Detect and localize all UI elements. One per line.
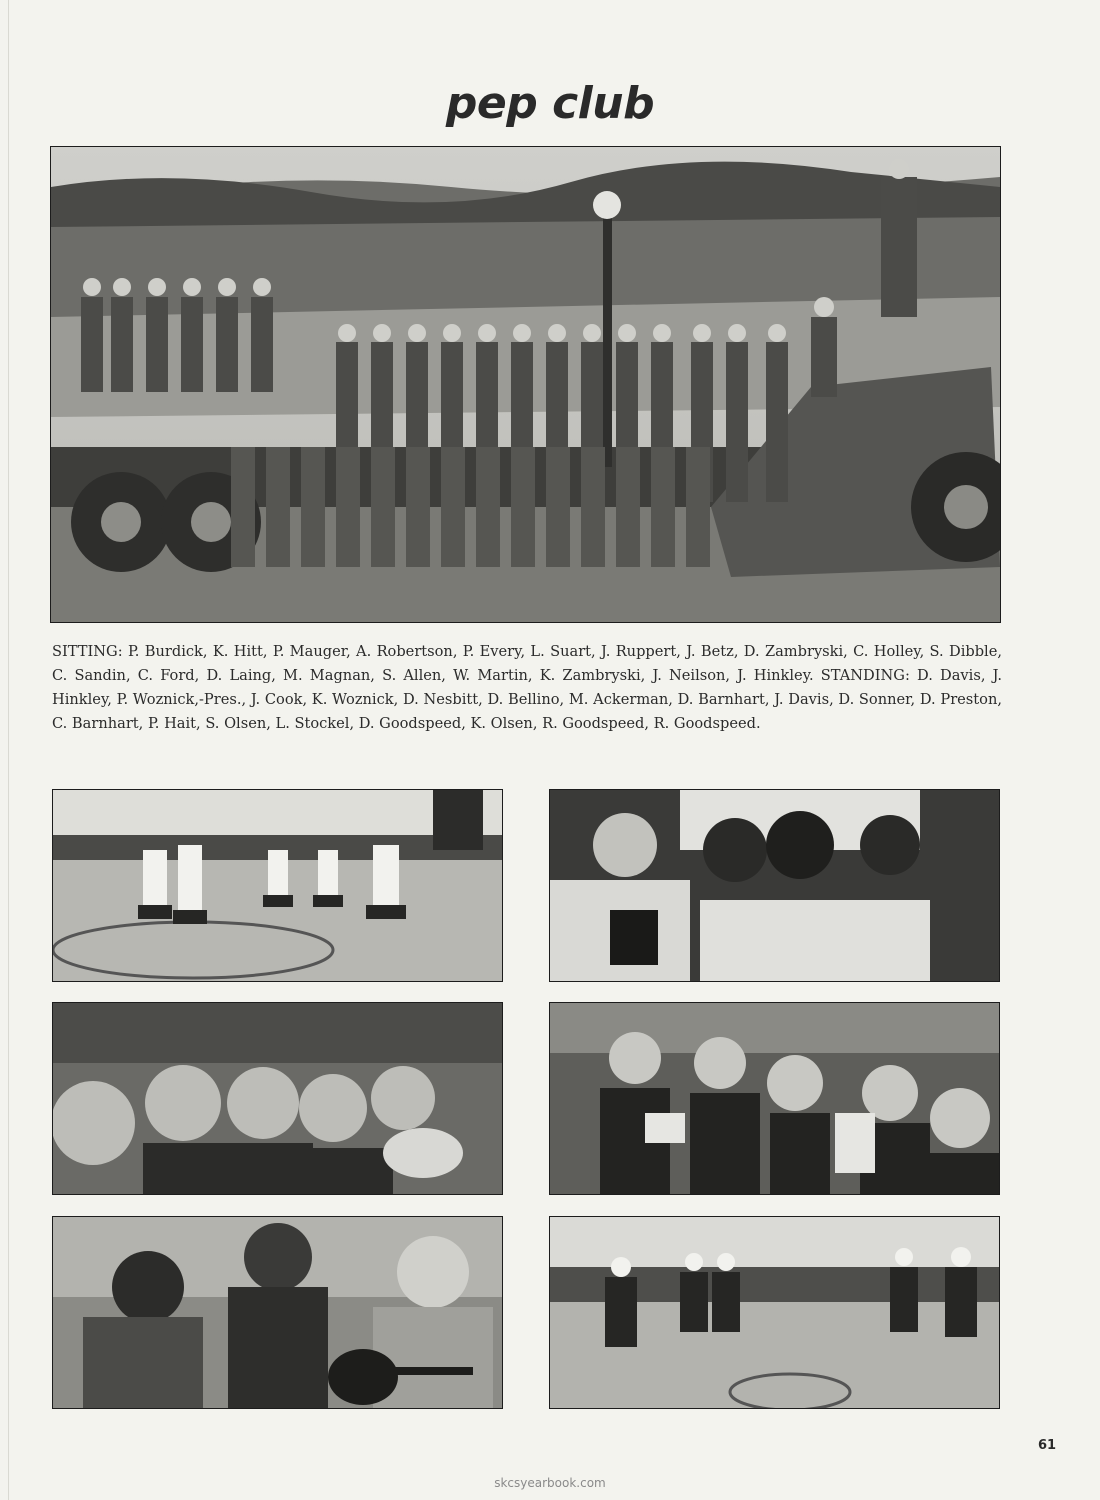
page-edge: [8, 0, 9, 1500]
page-number: 61: [1038, 1438, 1057, 1453]
group-photo-caption: SITTING: P. Burdick, K. Hitt, P. Mauger, A. Robertson, P. Every, L. Suart, J. Ruppert, J. Betz, D. Zambryski, C. Holley, S. Dibble, C. Sandin, C. Ford, D. Laing, M. Magnan, S. Allen, W. Martin, K. Zambryski, J. Neilson, J. Hinkley. STANDING: D. Davis, J. Hinkley, P. Woznick,-Pres., J. Cook, K. Woznick, D. Nesbitt, D. Bellino, M. Ackerman, D. Barnhart, J. Davis, D. Sonner, D. Preston, C. Barnhart, P. Hait, S. Olsen, L. Stockel, D. Goodspeed, K. Olsen, R. Goodspeed, R. Goodspeed.: [52, 643, 1002, 732]
cheering-crowd-photo-left: [52, 1002, 503, 1195]
page-title: pep club: [445, 78, 655, 129]
cheerleaders-gym-photo-left: [52, 789, 503, 982]
guitar-players-photo: [52, 1216, 503, 1409]
students-chatting-photo: [549, 789, 1000, 982]
pep-club-bleachers-photo: [549, 1002, 1000, 1195]
watermark: skcsyearbook.com: [494, 1476, 606, 1490]
cheerleaders-gym-photo-right: [549, 1216, 1000, 1409]
group-photo: [50, 146, 1001, 623]
